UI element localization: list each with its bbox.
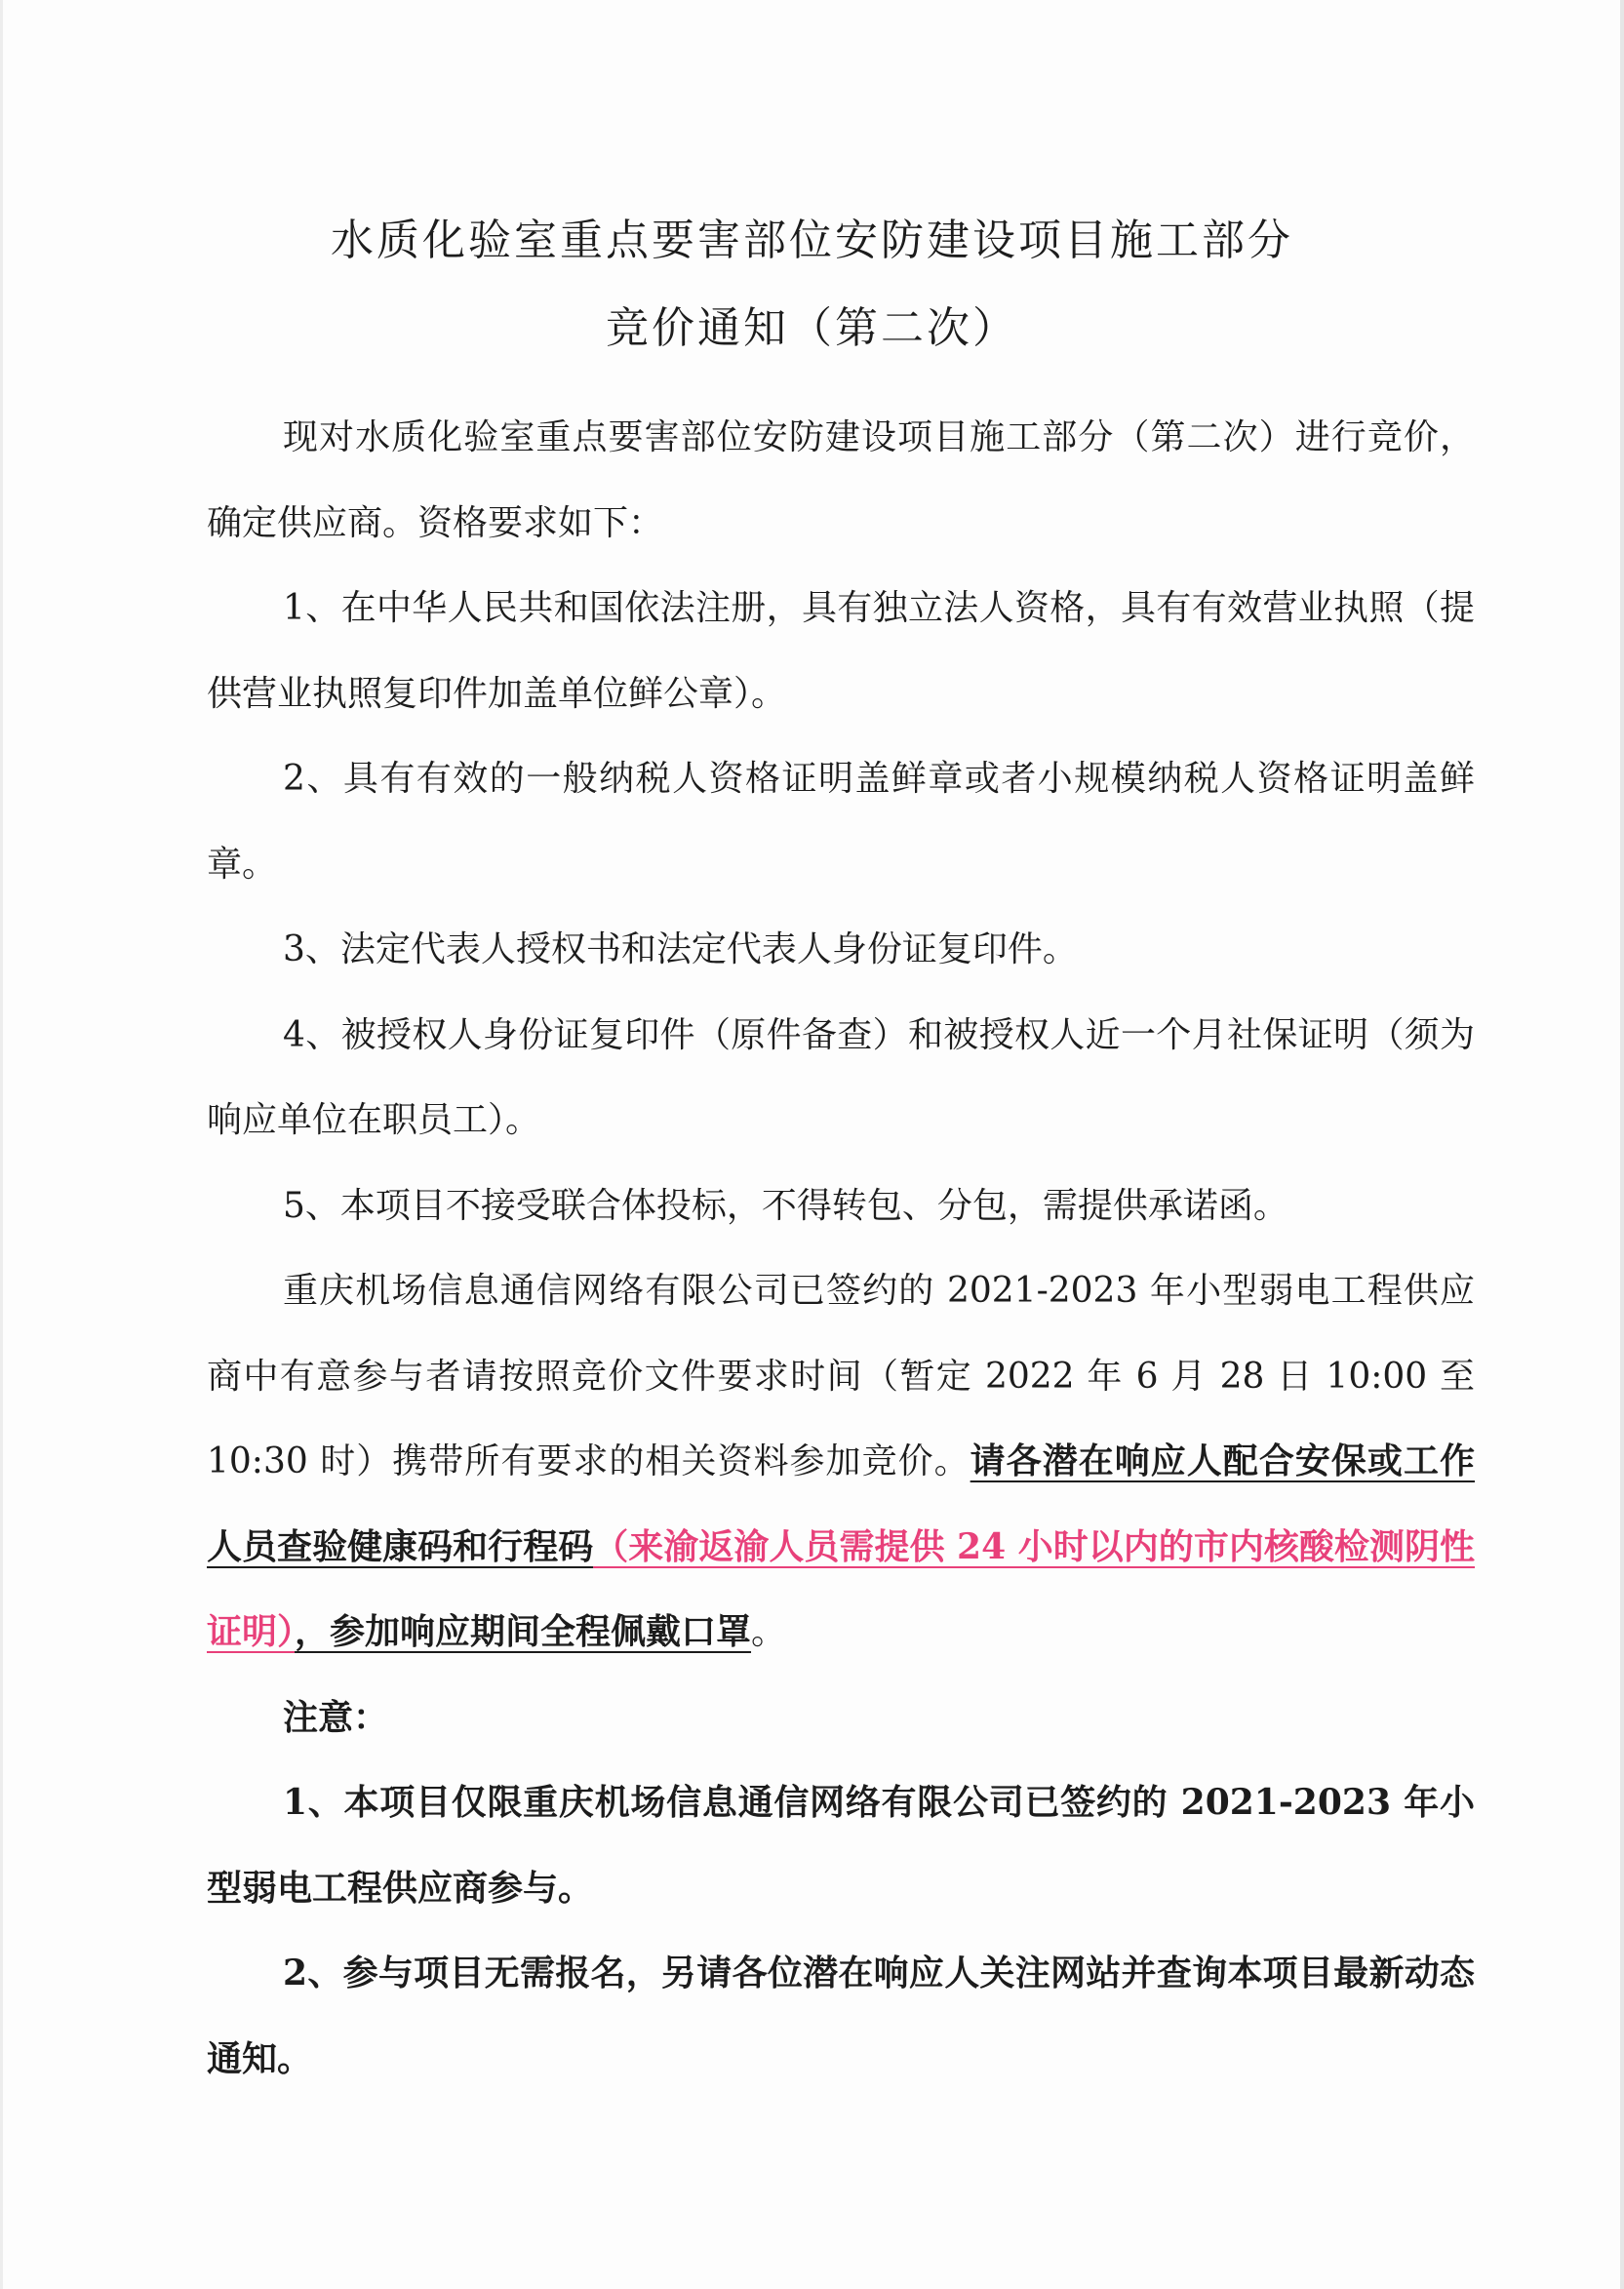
requirement-item-3: 3、法定代表人授权书和法定代表人身份证复印件。 xyxy=(283,929,1078,969)
document-title-line1: 水质化验室重点要害部位安防建设项目施工部分 xyxy=(331,216,1293,265)
requirement-item-2: 2、具有有效的一般纳税人资格证明盖鲜章或者小规模纳税人资格证明盖鲜章。 xyxy=(207,759,1475,885)
document-body xyxy=(207,395,1475,2102)
requirement-item-1: 1、在中华人民共和国依法注册，具有独立法人资格，具有有效营业执照（提供营业执照复印件加盖单位鲜公章）。 xyxy=(207,588,1475,714)
attention-item-1: 1、本项目仅限重庆机场信息通信网络有限公司已签约的 2021-2023 年小型弱电工程供应商参与。 xyxy=(207,1782,1475,1909)
notice-health-code-underlined: 请各潜在响应人配合安保或工作人员查验健康码和行程码 xyxy=(207,1440,1475,1567)
notice-end-mark: 。 xyxy=(751,1612,787,1652)
document-title-line2: 竞价通知（第二次） xyxy=(606,303,1018,353)
notice-paragraph xyxy=(207,1248,1475,1676)
notice-nucleic-test-pink: （来渝返渝人员需提供 24 小时以内的市内核酸检测阴性证明） xyxy=(207,1525,1475,1652)
requirement-item-5: 5、本项目不接受联合体投标，不得转包、分包，需提供承诺函。 xyxy=(283,1185,1288,1226)
notice-mask-underlined: ，参加响应期间全程佩戴口罩 xyxy=(295,1611,752,1652)
intro-paragraph: 现对水质化验室重点要害部位安防建设项目施工部分（第二次）进行竞价，确定供应商。资格要求如下： xyxy=(207,417,1475,543)
requirement-item-4: 4、被授权人身份证复印件（原件备查）和被授权人近一个月社保证明（须为响应单位在职员工）。 xyxy=(207,1014,1475,1140)
attention-heading: 注意： xyxy=(283,1696,389,1738)
notice-text: 重庆机场信息通信网络有限公司已签约的 2021-2023 年小型弱电工程供应商中有意参与者请按照竞价文件要求时间（暂定 2022 年 6 月 28 日 10:00 至 10:30 时）携带所有要求的相关资料参加竞价。 xyxy=(207,1271,1475,1481)
attention-item-2: 2、参与项目无需报名，另请各位潜在响应人关注网站并查询本项目最新动态通知。 xyxy=(207,1953,1475,2079)
